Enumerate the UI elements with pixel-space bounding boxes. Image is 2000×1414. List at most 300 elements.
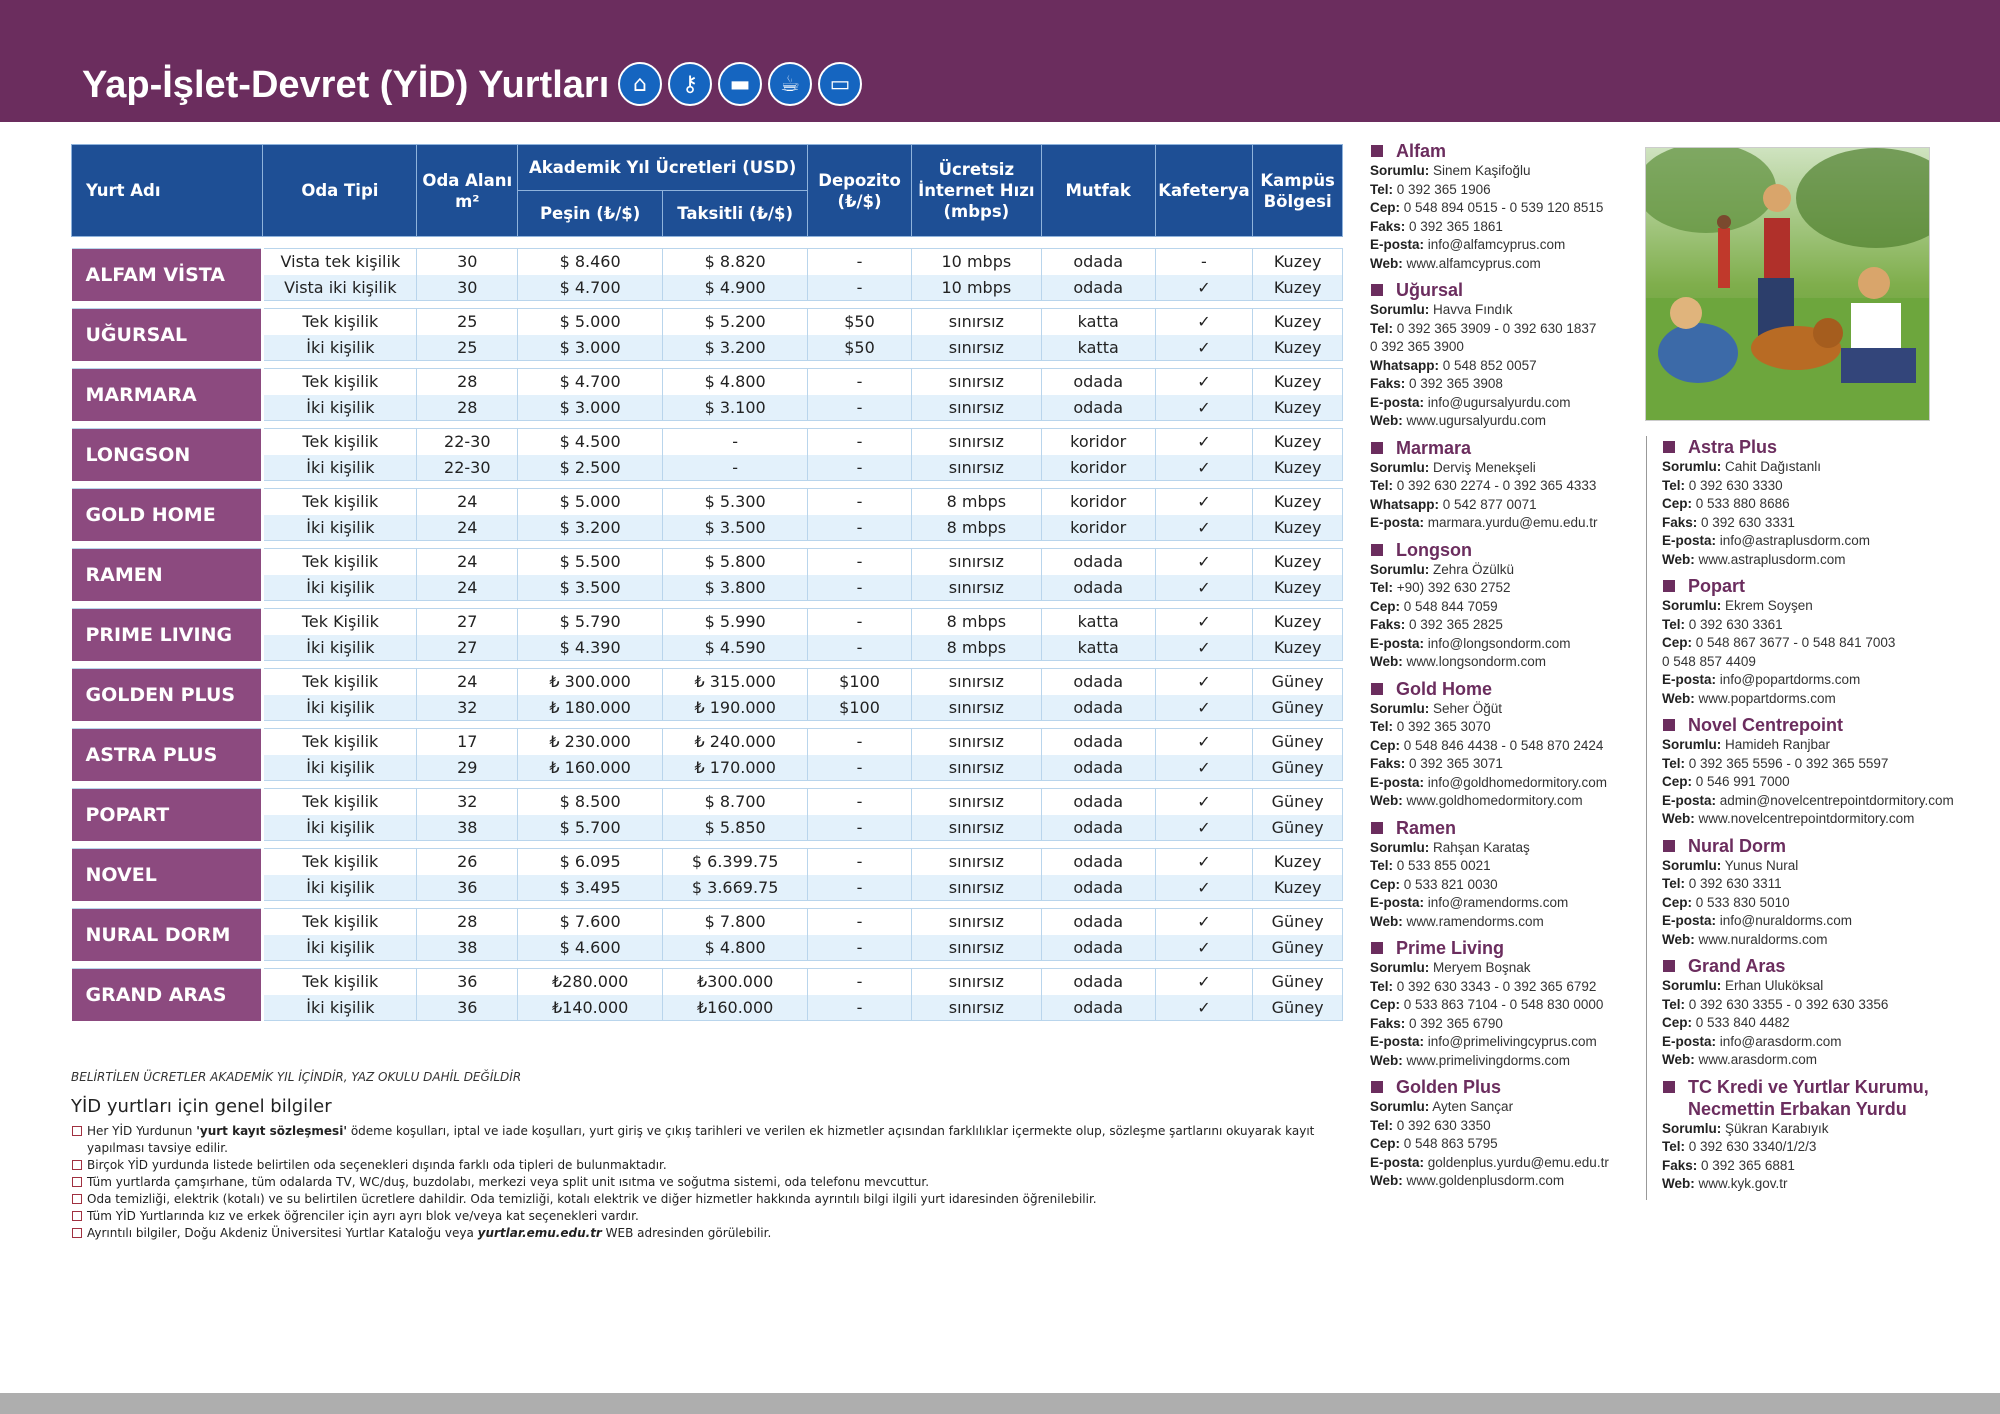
cell-taksitli: ₺ 315.000 bbox=[663, 669, 808, 695]
contact-name-text: Novel Centrepoint bbox=[1688, 715, 1844, 735]
cell-mutfak: odada bbox=[1041, 935, 1155, 961]
cell-taksitli: $ 3.200 bbox=[663, 335, 808, 361]
contact-line bbox=[1370, 1033, 1645, 1052]
contact-name-text: Astra Plus bbox=[1688, 437, 1778, 457]
contact-label: Web: bbox=[1662, 1052, 1695, 1067]
contact-block bbox=[1662, 835, 1992, 950]
cell-internet: sınırsız bbox=[911, 909, 1041, 935]
cell-oda: İki kişilik bbox=[263, 755, 417, 781]
note-text-end: WEB adresinden görülebilir. bbox=[601, 1226, 772, 1240]
header-pesin: Peşin (₺/$) bbox=[518, 191, 663, 237]
cell-depozito: $50 bbox=[808, 335, 912, 361]
contact-label: Sorumlu: bbox=[1370, 1099, 1430, 1114]
dorm-name: GRAND ARAS bbox=[72, 969, 263, 1021]
cell-oda: İki kişilik bbox=[263, 875, 417, 901]
square-bullet-icon bbox=[1371, 442, 1383, 454]
square-bullet-icon bbox=[1663, 719, 1675, 731]
contact-value: 0 548 844 7059 bbox=[1400, 598, 1498, 614]
cell-oda: İki kişilik bbox=[263, 575, 417, 601]
contact-value: www.goldenplusdorm.com bbox=[1402, 1173, 1565, 1188]
contact-name bbox=[1662, 714, 1992, 736]
cell-pesin: $ 3.000 bbox=[518, 395, 663, 421]
contact-value: www.alfamcyprus.com bbox=[1402, 255, 1541, 271]
table-row bbox=[72, 635, 1343, 661]
contact-value: 0 392 365 6881 bbox=[1697, 1157, 1795, 1173]
contact-label: Faks: bbox=[1370, 218, 1406, 234]
cell-mutfak: odada bbox=[1041, 669, 1155, 695]
cell-depozito: - bbox=[808, 575, 912, 601]
contact-name bbox=[1662, 835, 1992, 857]
table-row bbox=[72, 455, 1343, 481]
cell-internet: 8 mbps bbox=[911, 489, 1041, 515]
cell-taksitli: ₺160.000 bbox=[663, 995, 808, 1021]
dorm-name: NURAL DORM bbox=[72, 909, 263, 961]
cell-depozito: - bbox=[808, 849, 912, 875]
dorm-name: MARMARA bbox=[72, 369, 263, 421]
contact-line bbox=[1370, 162, 1645, 181]
contact-line bbox=[1370, 477, 1645, 496]
cell-alan: 32 bbox=[417, 789, 518, 815]
cell-kafeterya: ✓ bbox=[1155, 369, 1253, 395]
cell-taksitli: $ 5.850 bbox=[663, 815, 808, 841]
cell-pesin: ₺280.000 bbox=[518, 969, 663, 995]
contact-line bbox=[1370, 1098, 1645, 1117]
contact-line bbox=[1370, 1172, 1645, 1191]
contact-value: Zehra Özülkü bbox=[1429, 561, 1515, 577]
contact-value: Meryem Boşnak bbox=[1429, 960, 1531, 975]
cell-kafeterya: ✓ bbox=[1155, 395, 1253, 421]
contact-value: 0 392 630 3343 - 0 392 365 6792 bbox=[1393, 978, 1597, 994]
contact-name bbox=[1370, 817, 1645, 839]
contact-value: info@goldhomedormitory.com bbox=[1424, 774, 1608, 790]
cell-pesin: $ 6.095 bbox=[518, 849, 663, 875]
contact-label: Sorumlu: bbox=[1370, 960, 1430, 975]
cell-alan: 38 bbox=[417, 935, 518, 961]
cell-alan: 27 bbox=[417, 635, 518, 661]
cell-kampus: Güney bbox=[1253, 909, 1343, 935]
cell-oda: Tek kişilik bbox=[263, 969, 417, 995]
table-row bbox=[72, 515, 1343, 541]
contact-line bbox=[1370, 375, 1645, 394]
contact-name bbox=[1370, 937, 1645, 959]
contact-line bbox=[1662, 653, 1992, 672]
contact-line bbox=[1662, 1138, 1992, 1157]
contact-value: info@ugursalyurdu.com bbox=[1424, 394, 1571, 410]
contact-line bbox=[1662, 477, 1992, 496]
contact-label: Tel: bbox=[1370, 719, 1393, 734]
cell-kafeterya: ✓ bbox=[1155, 729, 1253, 755]
cell-kampus: Güney bbox=[1253, 935, 1343, 961]
table-row bbox=[72, 369, 1343, 395]
contact-label: Faks: bbox=[1662, 1157, 1698, 1173]
contact-line bbox=[1662, 755, 1992, 774]
cell-taksitli: $ 5.300 bbox=[663, 489, 808, 515]
contact-label: Web: bbox=[1370, 255, 1403, 271]
cell-kampus: Güney bbox=[1253, 695, 1343, 721]
contact-label: Cep: bbox=[1370, 737, 1400, 753]
cell-oda: Tek kişilik bbox=[263, 789, 417, 815]
cell-taksitli: $ 6.399.75 bbox=[663, 849, 808, 875]
cell-kampus: Kuzey bbox=[1253, 429, 1343, 455]
checkbox-bullet-icon bbox=[72, 1194, 82, 1204]
dorm-name: LONGSON bbox=[72, 429, 263, 481]
note-item bbox=[71, 1157, 1343, 1174]
note-text: Tüm yurtlarda çamşırhane, tüm odalarda TV, WC/duş, buzdolabı, merkezi veya split unit ısıtma ve soğutma sistemi, oda telefonu mevcuttur. bbox=[87, 1175, 930, 1189]
cell-oda: İki kişilik bbox=[263, 335, 417, 361]
cell-kafeterya: ✓ bbox=[1155, 549, 1253, 575]
cell-internet: sınırsız bbox=[911, 935, 1041, 961]
contact-line bbox=[1662, 1033, 1992, 1052]
contact-label: E-posta: bbox=[1370, 774, 1424, 790]
contact-line bbox=[1370, 653, 1645, 672]
contact-line bbox=[1662, 912, 1992, 931]
cell-oda: İki kişilik bbox=[263, 935, 417, 961]
contact-block bbox=[1662, 714, 1992, 829]
contact-label: Faks: bbox=[1662, 514, 1698, 530]
contact-line bbox=[1662, 736, 1992, 755]
contact-label: Faks: bbox=[1370, 617, 1406, 632]
bed-icon: ▬ bbox=[718, 62, 762, 106]
checkbox-bullet-icon bbox=[72, 1211, 82, 1221]
contact-line bbox=[1662, 857, 1992, 876]
notes-title: YİD yurtları için genel bilgiler bbox=[71, 1096, 332, 1117]
cell-mutfak: odada bbox=[1041, 995, 1155, 1021]
cell-mutfak: katta bbox=[1041, 609, 1155, 635]
square-bullet-icon bbox=[1663, 960, 1675, 972]
cell-kampus: Kuzey bbox=[1253, 309, 1343, 335]
contact-line bbox=[1662, 551, 1992, 570]
header-oda-alani: Oda Alanı m² bbox=[417, 145, 518, 237]
table-row bbox=[72, 849, 1343, 875]
contact-label: Tel: bbox=[1662, 616, 1685, 632]
cell-kafeterya: ✓ bbox=[1155, 609, 1253, 635]
cell-kampus: Kuzey bbox=[1253, 335, 1343, 361]
contact-label: Sorumlu: bbox=[1662, 978, 1722, 993]
cell-taksitli: $ 4.800 bbox=[663, 369, 808, 395]
contact-value: www.arasdorm.com bbox=[1694, 1052, 1818, 1067]
cell-kafeterya: ✓ bbox=[1155, 695, 1253, 721]
cell-kafeterya: ✓ bbox=[1155, 875, 1253, 901]
cell-pesin: ₺ 160.000 bbox=[518, 755, 663, 781]
square-bullet-icon bbox=[1371, 683, 1383, 695]
contact-label: Tel: bbox=[1662, 755, 1685, 771]
contact-line bbox=[1662, 1157, 1992, 1176]
cell-internet: sınırsız bbox=[911, 695, 1041, 721]
cell-mutfak: odada bbox=[1041, 395, 1155, 421]
cell-oda: Tek kişilik bbox=[263, 729, 417, 755]
contact-value: admin@novelcentrepointdormitory.com bbox=[1716, 792, 1954, 808]
table-row bbox=[72, 755, 1343, 781]
contact-line bbox=[1662, 1120, 1992, 1139]
contact-label: Sorumlu: bbox=[1370, 163, 1430, 178]
contact-line bbox=[1662, 616, 1992, 635]
contact-value: info@primelivingcyprus.com bbox=[1424, 1034, 1597, 1049]
contact-line bbox=[1370, 514, 1645, 533]
contact-name-text: Golden Plus bbox=[1396, 1077, 1502, 1097]
cell-kampus: Kuzey bbox=[1253, 549, 1343, 575]
cell-internet: sınırsız bbox=[911, 875, 1041, 901]
header-oda-tipi: Oda Tipi bbox=[263, 145, 417, 237]
contact-label: Sorumlu: bbox=[1662, 857, 1722, 873]
contact-label: Tel: bbox=[1370, 978, 1393, 994]
contact-value: www.nuraldorms.com bbox=[1694, 931, 1828, 947]
cell-mutfak: odada bbox=[1041, 969, 1155, 995]
contact-label: Faks: bbox=[1370, 1015, 1406, 1031]
cell-depozito: - bbox=[808, 455, 912, 481]
square-bullet-icon bbox=[1663, 1081, 1675, 1093]
contact-value: info@nuraldorms.com bbox=[1716, 913, 1853, 928]
cell-pesin: $ 5.700 bbox=[518, 815, 663, 841]
cell-internet: sınırsız bbox=[911, 815, 1041, 841]
cell-kampus: Güney bbox=[1253, 729, 1343, 755]
column-divider bbox=[1646, 436, 1647, 1200]
laptop-icon: ▭ bbox=[818, 62, 862, 106]
header-kampus: Kampüs Bölgesi bbox=[1253, 145, 1343, 237]
cell-oda: Tek kişilik bbox=[263, 849, 417, 875]
contact-line bbox=[1662, 1175, 1992, 1194]
contact-line bbox=[1370, 718, 1645, 737]
contact-label: Cep: bbox=[1370, 1136, 1400, 1151]
contact-name bbox=[1370, 1076, 1645, 1098]
cell-internet: sınırsız bbox=[911, 549, 1041, 575]
notes-list bbox=[71, 1123, 1343, 1242]
cell-internet: sınırsız bbox=[911, 575, 1041, 601]
cell-kafeterya: ✓ bbox=[1155, 909, 1253, 935]
contact-name bbox=[1662, 575, 1992, 597]
checkbox-bullet-icon bbox=[72, 1126, 82, 1136]
cell-pesin: $ 4.500 bbox=[518, 429, 663, 455]
contact-value: 0 533 855 0021 bbox=[1393, 858, 1491, 873]
contact-line bbox=[1370, 737, 1645, 756]
cell-internet: 8 mbps bbox=[911, 635, 1041, 661]
cell-mutfak: koridor bbox=[1041, 455, 1155, 481]
contact-value: 0 392 630 3330 bbox=[1685, 477, 1783, 493]
cell-taksitli: $ 5.800 bbox=[663, 549, 808, 575]
contact-line bbox=[1370, 792, 1645, 811]
cell-kampus: Güney bbox=[1253, 969, 1343, 995]
contact-label: Tel: bbox=[1370, 320, 1393, 336]
cell-mutfak: koridor bbox=[1041, 515, 1155, 541]
contact-block bbox=[1370, 678, 1645, 811]
contact-label: Sorumlu: bbox=[1370, 302, 1430, 317]
cell-mutfak: odada bbox=[1041, 815, 1155, 841]
table-row bbox=[72, 669, 1343, 695]
contact-value: Seher Öğüt bbox=[1429, 700, 1503, 716]
contact-label: E-posta: bbox=[1370, 1154, 1424, 1170]
cell-taksitli: $ 8.820 bbox=[663, 249, 808, 275]
contact-line bbox=[1370, 459, 1645, 478]
contact-value: 0 392 630 3311 bbox=[1685, 876, 1782, 891]
table-row bbox=[72, 575, 1343, 601]
dorm-name: NOVEL bbox=[72, 849, 263, 901]
cell-oda: Tek kişilik bbox=[263, 429, 417, 455]
note-item bbox=[71, 1208, 1343, 1225]
cell-oda: İki kişilik bbox=[263, 395, 417, 421]
cell-mutfak: odada bbox=[1041, 755, 1155, 781]
cell-alan: 22-30 bbox=[417, 455, 518, 481]
contact-name bbox=[1370, 437, 1645, 459]
contact-name-text: Popart bbox=[1688, 576, 1746, 596]
cell-kampus: Kuzey bbox=[1253, 249, 1343, 275]
contact-block bbox=[1370, 279, 1645, 431]
contact-block bbox=[1370, 140, 1645, 273]
cell-kafeterya: ✓ bbox=[1155, 755, 1253, 781]
square-bullet-icon bbox=[1371, 942, 1383, 954]
contact-line bbox=[1370, 496, 1645, 515]
contact-line bbox=[1370, 412, 1645, 431]
cell-pesin: ₺ 180.000 bbox=[518, 695, 663, 721]
note-bold: 'yurt kayıt sözleşmesi' bbox=[196, 1124, 347, 1138]
cell-internet: sınırsız bbox=[911, 849, 1041, 875]
contact-name-text: Prime Living bbox=[1396, 938, 1505, 958]
cell-kampus: Güney bbox=[1253, 789, 1343, 815]
contact-value: 0 392 630 3355 - 0 392 630 3356 bbox=[1685, 996, 1889, 1012]
contact-value: info@alfamcyprus.com bbox=[1424, 237, 1566, 252]
contact-value: info@longsondorm.com bbox=[1424, 635, 1571, 651]
cell-alan: 28 bbox=[417, 395, 518, 421]
contact-value: Derviş Menekşeli bbox=[1429, 459, 1536, 475]
contact-line bbox=[1662, 1014, 1992, 1033]
contact-value: www.longsondorm.com bbox=[1402, 654, 1547, 669]
contacts-column-1 bbox=[1370, 140, 1645, 1197]
cell-kampus: Kuzey bbox=[1253, 489, 1343, 515]
contact-name bbox=[1370, 140, 1645, 162]
contact-value: 0 533 863 7104 - 0 548 830 0000 bbox=[1400, 997, 1604, 1012]
contact-label: Web: bbox=[1662, 931, 1695, 947]
square-bullet-icon bbox=[1371, 544, 1383, 556]
table-row bbox=[72, 609, 1343, 635]
cell-taksitli: ₺ 240.000 bbox=[663, 729, 808, 755]
cell-taksitli: $ 4.800 bbox=[663, 935, 808, 961]
cell-mutfak: odada bbox=[1041, 729, 1155, 755]
cell-oda: Tek kişilik bbox=[263, 909, 417, 935]
cell-taksitli: - bbox=[663, 455, 808, 481]
cell-alan: 38 bbox=[417, 815, 518, 841]
cell-kampus: Kuzey bbox=[1253, 395, 1343, 421]
cell-alan: 24 bbox=[417, 549, 518, 575]
contact-line bbox=[1370, 561, 1645, 580]
contact-label: Sorumlu: bbox=[1370, 459, 1430, 475]
contact-label: Tel: bbox=[1370, 478, 1393, 493]
cell-pesin: $ 3.200 bbox=[518, 515, 663, 541]
contact-label: Tel: bbox=[1370, 1117, 1393, 1133]
cell-taksitli: $ 8.700 bbox=[663, 789, 808, 815]
contact-label: Tel: bbox=[1370, 181, 1393, 197]
cell-taksitli: $ 7.800 bbox=[663, 909, 808, 935]
contact-label: Cep: bbox=[1662, 894, 1692, 910]
contact-value: 0 548 852 0057 bbox=[1439, 357, 1537, 373]
contact-label: Sorumlu: bbox=[1662, 598, 1722, 613]
cell-pesin: $ 3.495 bbox=[518, 875, 663, 901]
dorm-name: POPART bbox=[72, 789, 263, 841]
contact-line bbox=[1662, 597, 1992, 616]
cell-alan: 22-30 bbox=[417, 429, 518, 455]
contact-label: Tel: bbox=[1662, 1139, 1685, 1154]
note-text: Her YİD Yurdunun bbox=[87, 1124, 197, 1138]
note-text: Oda temizliği, elektrik (kotalı) ve su belirtilen ücretlere dahildir. Oda temizliği, kotalı elektrik ve diğer hizmetler hakkında ayrıntılı bilgi ilgili yurt idaresinden öğrenilebilir. bbox=[87, 1192, 1097, 1206]
cell-oda: İki kişilik bbox=[263, 515, 417, 541]
checkbox-bullet-icon bbox=[72, 1160, 82, 1170]
contact-label: Web: bbox=[1370, 654, 1403, 669]
cell-kampus: Kuzey bbox=[1253, 849, 1343, 875]
contact-value: www.astraplusdorm.com bbox=[1694, 551, 1846, 567]
contact-line bbox=[1370, 255, 1645, 274]
cell-alan: 27 bbox=[417, 609, 518, 635]
cell-internet: sınırsız bbox=[911, 309, 1041, 335]
table-row bbox=[72, 815, 1343, 841]
cell-pesin: $ 5.000 bbox=[518, 489, 663, 515]
contact-line bbox=[1370, 894, 1645, 913]
cell-taksitli: ₺ 190.000 bbox=[663, 695, 808, 721]
contact-label: Sorumlu: bbox=[1370, 700, 1430, 716]
contact-value: 0 533 840 4482 bbox=[1692, 1015, 1790, 1030]
cell-kampus: Kuzey bbox=[1253, 875, 1343, 901]
contact-line bbox=[1370, 394, 1645, 413]
contact-name bbox=[1370, 279, 1645, 301]
contact-label: Sorumlu: bbox=[1662, 1120, 1722, 1136]
cell-internet: sınırsız bbox=[911, 369, 1041, 395]
cell-internet: 8 mbps bbox=[911, 609, 1041, 635]
contact-line bbox=[1662, 532, 1992, 551]
header-internet: Ücretsiz İnternet Hızı (mbps) bbox=[911, 145, 1041, 237]
cell-mutfak: koridor bbox=[1041, 489, 1155, 515]
contact-value: Şükran Karabıyık bbox=[1721, 1120, 1829, 1136]
contact-value: 0 392 630 3331 bbox=[1697, 514, 1795, 530]
contact-label: Tel: bbox=[1662, 876, 1685, 891]
cell-kafeterya: ✓ bbox=[1155, 455, 1253, 481]
cell-alan: 36 bbox=[417, 875, 518, 901]
cell-mutfak: odada bbox=[1041, 549, 1155, 575]
contact-label: Whatsapp: bbox=[1370, 496, 1439, 512]
cell-pesin: $ 8.460 bbox=[518, 249, 663, 275]
contact-name-text: Grand Aras bbox=[1688, 956, 1786, 976]
table-row bbox=[72, 275, 1343, 301]
contact-line bbox=[1370, 978, 1645, 997]
cell-alan: 17 bbox=[417, 729, 518, 755]
cell-depozito: - bbox=[808, 875, 912, 901]
cell-alan: 24 bbox=[417, 515, 518, 541]
contact-label: Cep: bbox=[1370, 876, 1400, 892]
cell-pesin: $ 4.700 bbox=[518, 275, 663, 301]
square-bullet-icon bbox=[1371, 1081, 1383, 1093]
cell-kafeterya: ✓ bbox=[1155, 309, 1253, 335]
cell-depozito: - bbox=[808, 489, 912, 515]
contact-line bbox=[1370, 338, 1645, 357]
checkbox-bullet-icon bbox=[72, 1228, 82, 1238]
cell-depozito: - bbox=[808, 549, 912, 575]
cell-depozito: - bbox=[808, 755, 912, 781]
table-row bbox=[72, 549, 1343, 575]
contact-value: info@popartdorms.com bbox=[1716, 672, 1861, 687]
cell-pesin: $ 4.600 bbox=[518, 935, 663, 961]
cell-internet: sınırsız bbox=[911, 969, 1041, 995]
dorm-name: PRIME LIVING bbox=[72, 609, 263, 661]
contact-line bbox=[1662, 1051, 1992, 1070]
notes-heading: BELİRTİLEN ÜCRETLER AKADEMİK YIL İÇİNDİR, YAZ OKULU DAHİL DEĞİLDİR bbox=[71, 1070, 522, 1084]
table-body bbox=[72, 237, 1343, 1021]
contact-value: 0 548 857 4409 bbox=[1662, 653, 1756, 669]
cell-internet: 10 mbps bbox=[911, 249, 1041, 275]
cell-depozito: $100 bbox=[808, 695, 912, 721]
cell-internet: 8 mbps bbox=[911, 515, 1041, 541]
contact-line bbox=[1662, 634, 1992, 653]
cell-depozito: - bbox=[808, 635, 912, 661]
contact-line bbox=[1370, 959, 1645, 978]
contact-line bbox=[1370, 236, 1645, 255]
dorm-name: GOLD HOME bbox=[72, 489, 263, 541]
cell-kampus: Güney bbox=[1253, 815, 1343, 841]
contact-value: 0 548 846 4438 - 0 548 870 2424 bbox=[1400, 737, 1604, 753]
